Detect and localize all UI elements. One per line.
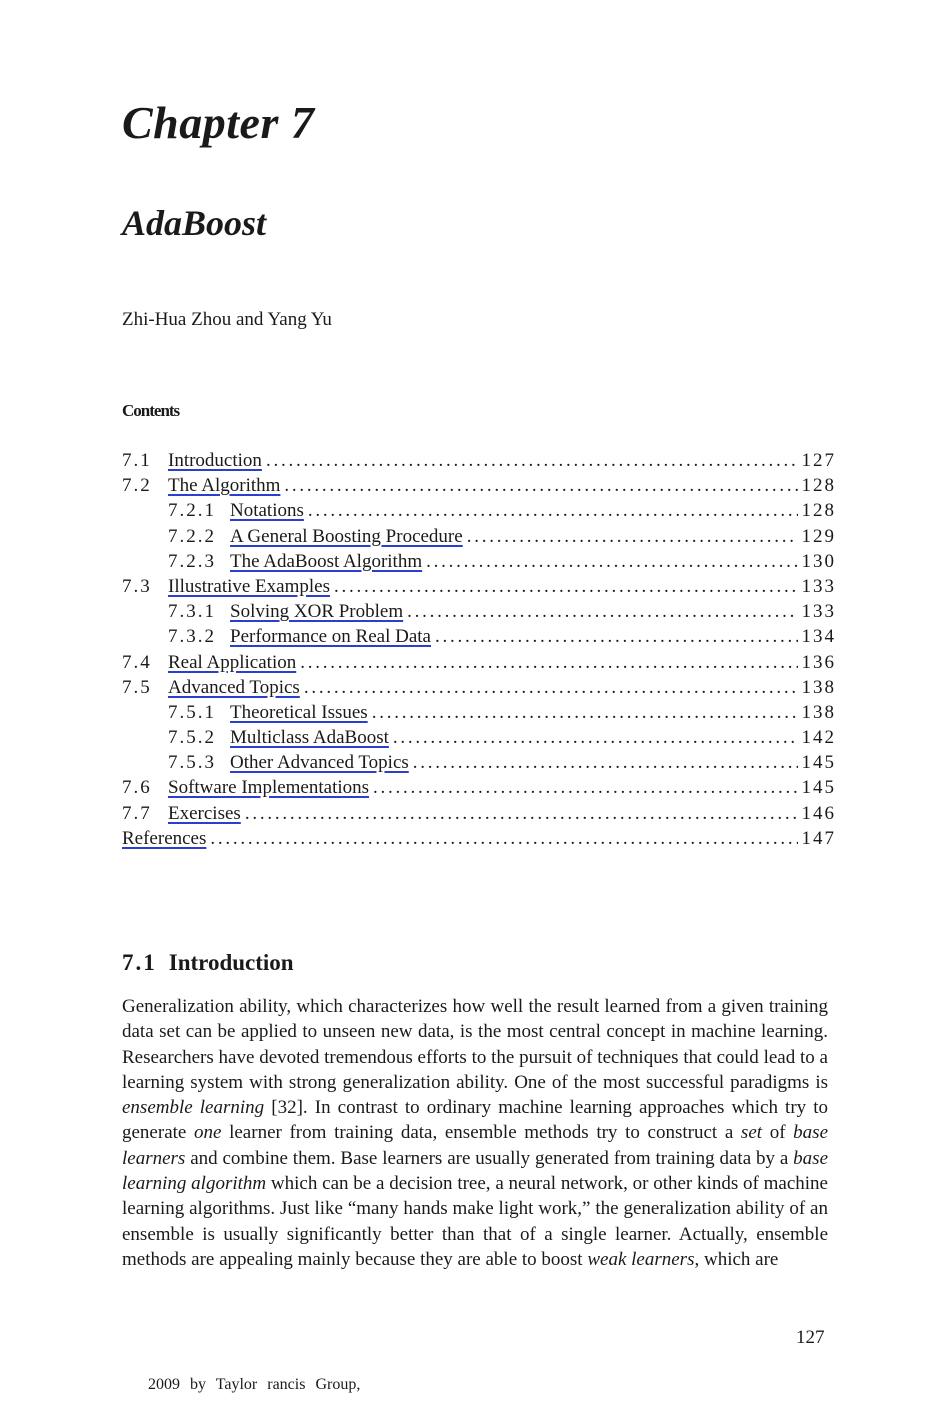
- text-run: learner from training data, ensemble methods try to construct a: [221, 1122, 741, 1144]
- toc-entry-number: 7.5: [122, 676, 152, 698]
- toc-entry[interactable]: [122, 803, 836, 828]
- toc-entry-number: 7.3.1: [168, 601, 216, 623]
- toc-entry[interactable]: [122, 526, 836, 551]
- table-of-contents: [122, 450, 836, 853]
- toc-entry-page: 138: [801, 676, 836, 698]
- intro-paragraph: [122, 994, 828, 1272]
- toc-entry-page: 129: [801, 525, 836, 547]
- toc-entry-number: 7.2.1: [168, 500, 216, 522]
- toc-entry-number: 7.2: [122, 475, 152, 497]
- toc-entry-page: 133: [801, 601, 836, 623]
- chapter-label: Chapter 7: [122, 97, 315, 148]
- text-run: [32]. In contrast to ordinary machine learning approaches which try to generate: [122, 1097, 829, 1144]
- emphasized-term: one: [194, 1122, 222, 1144]
- toc-leader-dots: [210, 828, 797, 850]
- toc-entry-link[interactable]: Software Implementations: [168, 777, 370, 799]
- toc-entry[interactable]: [122, 576, 836, 601]
- toc-leader-dots: [300, 652, 797, 674]
- toc-entry-page: 138: [801, 701, 836, 723]
- emphasized-term: base learning algorithm: [122, 1147, 828, 1195]
- toc-entry-page: 133: [801, 575, 836, 597]
- toc-entry-page: 134: [801, 626, 836, 648]
- toc-leader-dots: [308, 500, 798, 522]
- text-run: which can be a decision tree, a neural network, or other kinds of machine learning algorithms. Just like “many hands make light work,” the generalization ability of an ensemble is usually significantly better than that of a single learner. Actually, ensemble methods are appealing mainly because they are able to boost: [122, 1173, 828, 1270]
- toc-entry-page: 145: [801, 752, 836, 774]
- section-heading: [122, 950, 294, 976]
- toc-entry-page: 146: [801, 802, 836, 824]
- toc-entry-page: 128: [801, 475, 836, 497]
- toc-entry-number: 7.3.2: [168, 626, 216, 648]
- emphasized-term: weak learners: [587, 1248, 695, 1270]
- toc-leader-dots: [426, 551, 797, 573]
- toc-entry[interactable]: [122, 828, 836, 853]
- text-run: Generalization ability, which characterizes how well the result learned from a given training data set can be applied to unseen new data, is the most central concept in machine learning. Researchers have devoted tremendous efforts to the pursuit of techniques that could lead to a learning system with strong generalization ability. One of the most successful paradigms is: [122, 996, 828, 1093]
- text-run: of: [762, 1122, 794, 1144]
- toc-entry-link[interactable]: The Algorithm: [168, 475, 281, 497]
- toc-entry[interactable]: [122, 777, 836, 802]
- toc-entry-page: 127: [801, 450, 836, 471]
- contents-heading: Contents: [122, 401, 180, 420]
- page-number: 127: [796, 1327, 825, 1348]
- toc-entry[interactable]: [122, 551, 836, 576]
- toc-entry-link[interactable]: Theoretical Issues: [230, 701, 368, 723]
- toc-leader-dots: [284, 475, 797, 497]
- toc-entry[interactable]: [122, 626, 836, 651]
- toc-leader-dots: [266, 450, 798, 472]
- toc-entry[interactable]: [122, 727, 836, 752]
- toc-entry-link[interactable]: Solving XOR Problem: [230, 601, 404, 623]
- copyright-footer: 2009 by Taylor rancis Group,: [148, 1376, 361, 1393]
- toc-entry[interactable]: [122, 677, 836, 702]
- toc-leader-dots: [373, 777, 797, 799]
- toc-entry-number: 7.2.2: [168, 525, 216, 547]
- toc-entry-number: 7.4: [122, 651, 152, 673]
- toc-entry-link[interactable]: Multiclass AdaBoost: [230, 727, 389, 749]
- text-run: , which are: [694, 1248, 779, 1270]
- toc-leader-dots: [407, 601, 797, 623]
- toc-entry-number: 7.7: [122, 802, 152, 824]
- toc-leader-dots: [393, 727, 798, 749]
- toc-entry-page: 128: [801, 500, 836, 522]
- toc-entry-link[interactable]: Notations: [230, 500, 304, 522]
- toc-entry-page: 145: [801, 777, 836, 799]
- emphasized-term: base learners: [122, 1122, 828, 1169]
- toc-entry-link[interactable]: References: [122, 827, 207, 849]
- authors: Zhi-Hua Zhou and Yang Yu: [122, 309, 332, 330]
- toc-entry[interactable]: [122, 601, 836, 626]
- toc-entry-link[interactable]: Introduction: [168, 450, 262, 471]
- toc-leader-dots: [245, 803, 798, 825]
- chapter-title: AdaBoost: [122, 203, 267, 243]
- section-number: 7.1: [122, 950, 157, 975]
- emphasized-term: set: [740, 1122, 763, 1144]
- toc-entry[interactable]: [122, 500, 836, 525]
- toc-entry-link[interactable]: Real Application: [168, 651, 297, 673]
- toc-leader-dots: [467, 526, 798, 548]
- toc-entry-link[interactable]: Exercises: [168, 802, 241, 824]
- toc-entry-page: 147: [801, 827, 836, 849]
- toc-entry-link[interactable]: Illustrative Examples: [168, 575, 330, 597]
- toc-entry-link[interactable]: Advanced Topics: [168, 676, 300, 698]
- toc-leader-dots: [413, 752, 798, 774]
- text-run: and combine them. Base learners are usually generated from training data by a: [185, 1147, 794, 1169]
- toc-entry[interactable]: [122, 702, 836, 727]
- toc-entry-number: 7.6: [122, 777, 152, 799]
- toc-entry[interactable]: [122, 475, 836, 500]
- toc-leader-dots: [334, 576, 798, 598]
- toc-entry[interactable]: [122, 652, 836, 677]
- toc-entry[interactable]: [122, 450, 836, 475]
- toc-entry-number: 7.2.3: [168, 550, 216, 572]
- toc-entry-page: 136: [801, 651, 836, 673]
- toc-entry-link[interactable]: Other Advanced Topics: [230, 752, 409, 774]
- toc-entry-link[interactable]: Performance on Real Data: [230, 626, 431, 648]
- toc-leader-dots: [372, 702, 798, 724]
- toc-entry-link[interactable]: The AdaBoost Algorithm: [230, 550, 423, 572]
- toc-entry-number: 7.1: [122, 450, 152, 471]
- toc-entry[interactable]: [122, 752, 836, 777]
- toc-leader-dots: [304, 677, 798, 699]
- section-title: Introduction: [168, 950, 294, 975]
- toc-entry-page: 142: [801, 727, 836, 749]
- toc-entry-link[interactable]: A General Boosting Procedure: [230, 525, 463, 547]
- emphasized-term: ensemble learning: [122, 1097, 265, 1119]
- toc-entry-number: 7.5.2: [168, 727, 216, 749]
- toc-entry-number: 7.5.3: [168, 752, 216, 774]
- toc-entry-page: 130: [801, 550, 836, 572]
- toc-entry-number: 7.3: [122, 575, 152, 597]
- toc-entry-number: 7.5.1: [168, 701, 216, 723]
- toc-leader-dots: [435, 626, 798, 648]
